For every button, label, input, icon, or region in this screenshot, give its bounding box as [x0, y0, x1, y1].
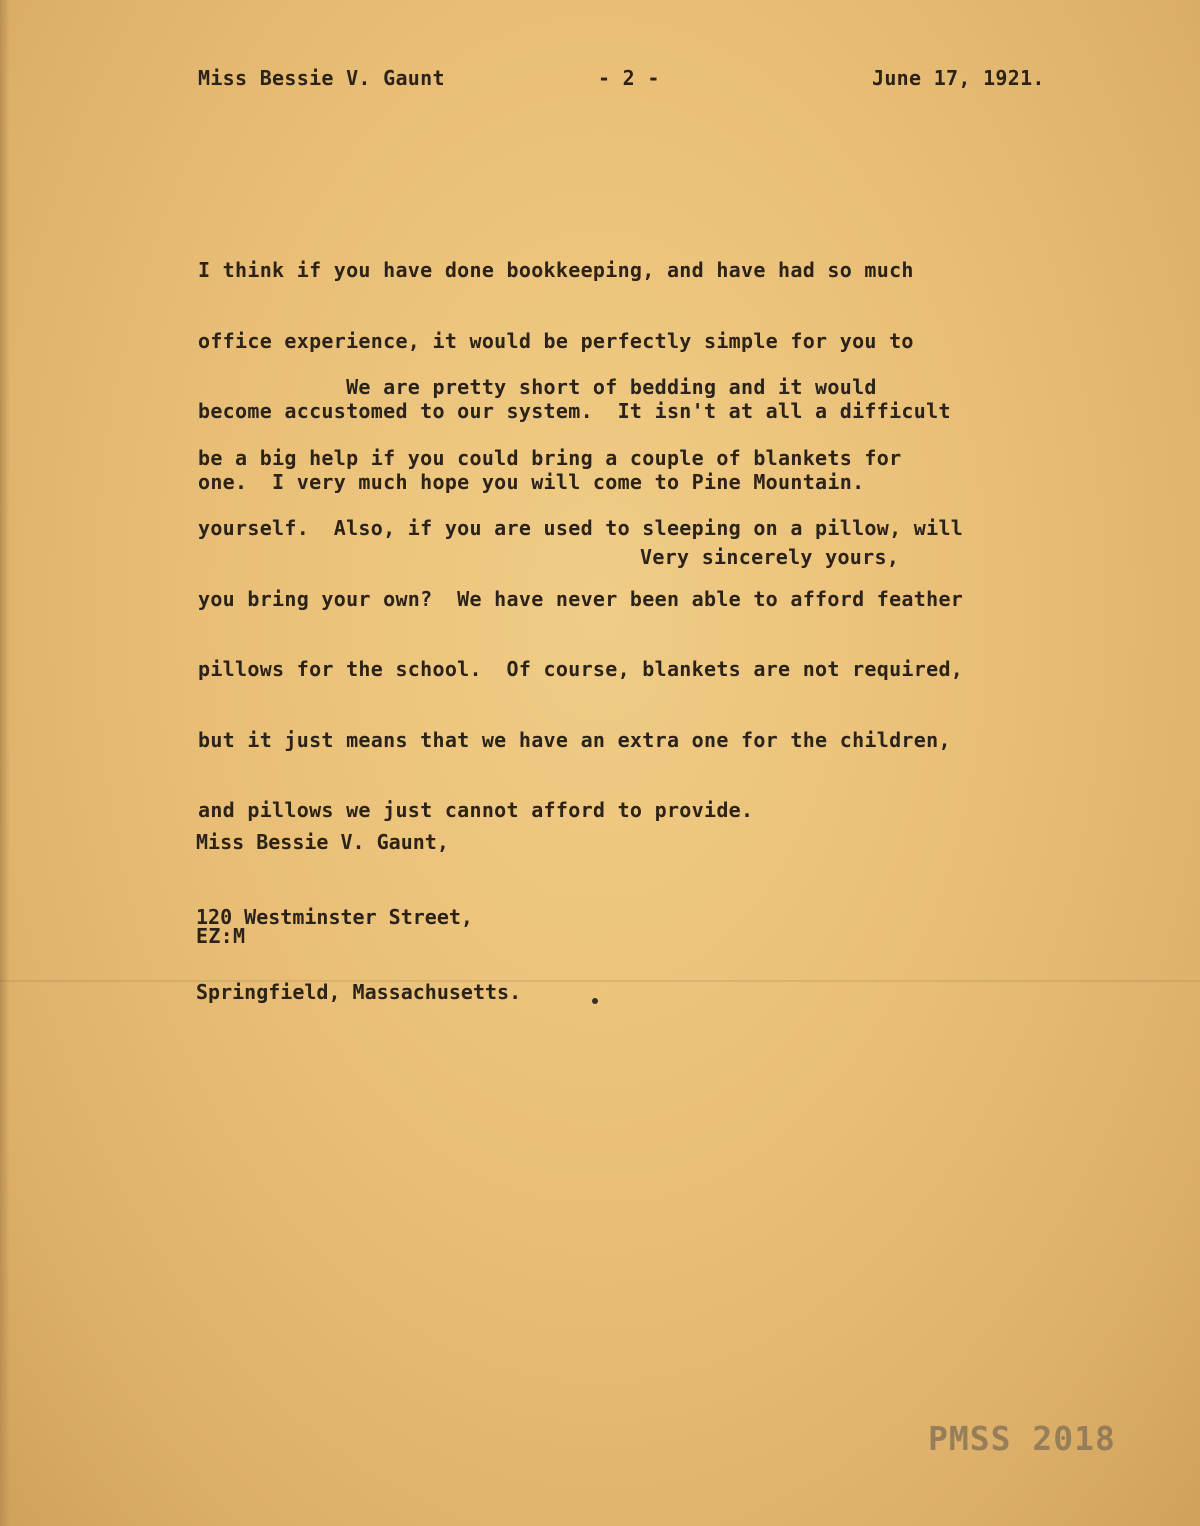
address-line: 120 Westminster Street,	[196, 905, 473, 929]
paragraph-line: We are pretty short of bedding and it would	[198, 375, 877, 399]
header-recipient: Miss Bessie V. Gaunt	[198, 66, 445, 90]
paper-edge-shadow	[0, 0, 10, 1526]
address-line: Miss Bessie V. Gaunt,	[196, 830, 449, 854]
ink-spot	[592, 998, 598, 1004]
paragraph-line: office experience, it would be perfectly simple for you to	[198, 328, 914, 353]
paragraph-line: become accustomed to our system. It isn't at all a difficult	[198, 399, 951, 423]
recipient-address-block	[196, 780, 521, 1055]
paragraph-line: yourself. Also, if you are used to sleeping on a pillow, will	[198, 516, 964, 540]
paragraph-line: pillows for the school. Of course, blankets are not required,	[198, 657, 964, 681]
paragraph-line: one. I very much hope you will come to Pine Mountain.	[198, 469, 865, 494]
closing-salutation: Very sincerely yours,	[640, 545, 900, 569]
header-date: June 17, 1921.	[872, 66, 1045, 90]
paragraph-line: but it just means that we have an extra one for the children,	[198, 727, 951, 752]
paragraph-line: I think if you have done bookkeeping, and have had so much	[198, 258, 914, 282]
paragraph-line: you bring your own? We have never been able to afford feather	[198, 586, 964, 611]
address-line: Springfield, Massachusetts.	[196, 980, 522, 1004]
paper-fold-line	[0, 980, 1200, 982]
archive-stamp: PMSS 2018	[928, 1419, 1116, 1458]
paragraph-line: be a big help if you could bring a couple of blankets for	[198, 445, 902, 470]
paragraph-line: and pillows we just cannot afford to provide.	[198, 798, 754, 822]
typist-initials: EZ:M	[196, 924, 246, 948]
header-page-number: - 2 -	[598, 66, 660, 90]
